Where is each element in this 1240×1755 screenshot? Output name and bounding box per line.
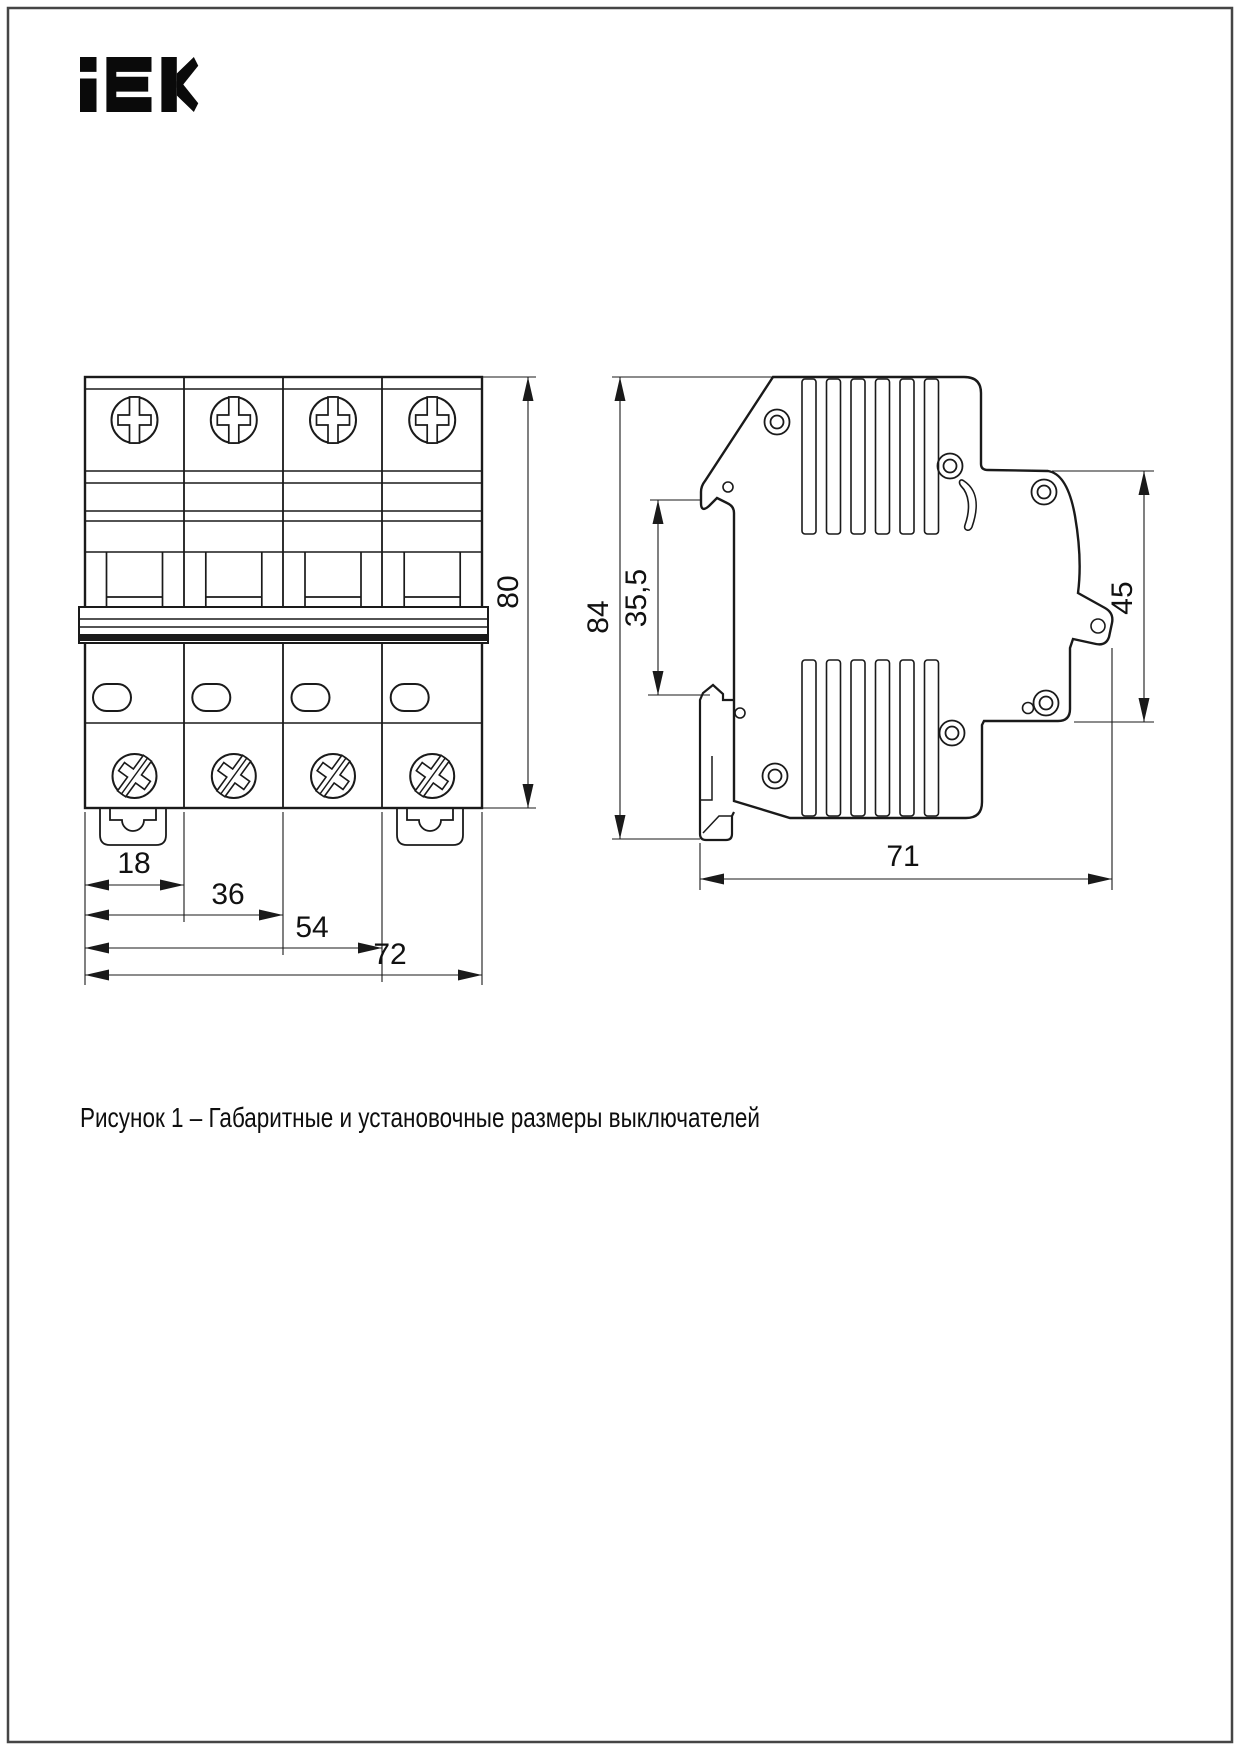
dim-height-80 [492,377,534,808]
dim-width-18 [85,847,184,891]
arrowhead-icon [523,377,534,401]
dim-label-54: 54 [295,911,329,944]
dim-label-72: 72 [373,938,407,971]
arrowhead-icon [85,970,109,981]
arrowhead-icon [1139,698,1150,722]
arrowhead-icon [523,784,534,808]
breaker-body-side [701,377,1112,818]
side-view [582,377,1154,890]
arrowhead-icon [1088,874,1112,885]
din-clip-side [700,685,734,840]
arrowhead-icon [615,815,626,839]
arrowhead-icon [85,910,109,921]
logo-k-stem [161,57,176,112]
dim-label-80: 80 [491,575,525,609]
logo-e [106,57,151,112]
curved-slot [960,480,977,530]
dim-label-18: 18 [117,847,151,880]
vent-slots-upper [802,379,939,534]
screw-cross-icon [118,397,151,443]
indicator-windows [93,684,429,711]
dim-label-35-5: 35,5 [619,568,653,628]
arrowhead-icon [259,910,283,921]
vent-slots-lower [802,660,939,816]
dim-label-71: 71 [886,840,920,873]
extension-lines-front [85,377,536,985]
screw-cross-icon [317,397,350,443]
arrowhead-icon [85,943,109,954]
screw-cross-icon [416,397,449,443]
arrowhead-icon [458,970,482,981]
extension-lines-side [612,377,1154,890]
dim-label-36: 36 [211,878,245,911]
handle-tie-bar [79,607,488,643]
front-view [79,377,536,985]
logo-k-lower-arm [177,81,198,112]
dim-label-84: 84 [581,600,615,634]
arrowhead-icon [615,377,626,401]
terminal-tab-hole [1091,619,1105,633]
module-dividers [184,377,382,808]
figure-caption: Рисунок 1 – Габаритные и установочные размеры выключателей [80,1102,760,1133]
screw-cross-icon [217,397,250,443]
arrowhead-icon [653,671,664,695]
logo-i-stem [80,78,97,112]
din-clips-front [100,808,463,845]
dim-rail-slot-35-5 [620,500,664,695]
arrowhead-icon [653,500,664,524]
dim-depth-71 [700,840,1112,885]
arrowhead-icon [160,880,184,891]
dim-width-54 [85,911,382,954]
arrowhead-icon [85,880,109,891]
iek-logo [80,57,198,112]
page-frame [8,8,1232,1742]
dim-label-45: 45 [1105,581,1139,615]
logo-i-dot [80,57,97,72]
case-rivets [763,410,1059,789]
arrowhead-icon [1139,471,1150,495]
arrowhead-icon [700,874,724,885]
